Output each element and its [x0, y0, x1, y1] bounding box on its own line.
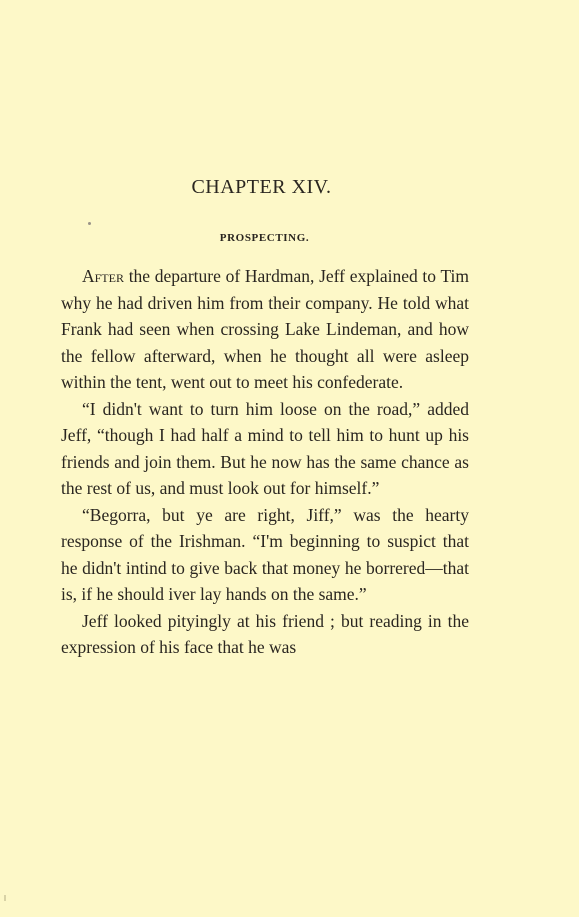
- paragraph: “I didn't want to turn him loose on the road,” added Jeff, “though I had half a mind to tell him to hunt up his friends and join them. But he now has the same chance as the rest of us, and must look out for himself.”: [61, 398, 469, 498]
- page-edge-mark: [4, 895, 6, 901]
- paragraph: “Begorra, but ye are right, Jiff,” was the hearty response of the Irishman. “I'm beginning to suspict that he didn't intind to give back that money he borrered—that is, if he should iver lay hands on the same.”: [61, 504, 469, 604]
- chapter-body: [61, 263, 469, 661]
- page-speck: [88, 222, 91, 225]
- paragraph-text: the departure of Hardman, Jeff explained to Tim why he had driven him from their company. He told what Frank had seen when crossing Lake Lindeman, and how the fellow afterward, when he thought all were asleep within the tent, went out to meet his confederate.: [61, 266, 469, 392]
- chapter-subtitle: PROSPECTING.: [219, 232, 310, 244]
- paragraph: [61, 263, 469, 396]
- paragraph-lead-word: After: [82, 266, 124, 286]
- chapter-title: CHAPTER XIV.: [191, 176, 332, 198]
- paragraph: Jeff looked pityingly at his friend ; but reading in the expression of his face that he was: [61, 610, 469, 657]
